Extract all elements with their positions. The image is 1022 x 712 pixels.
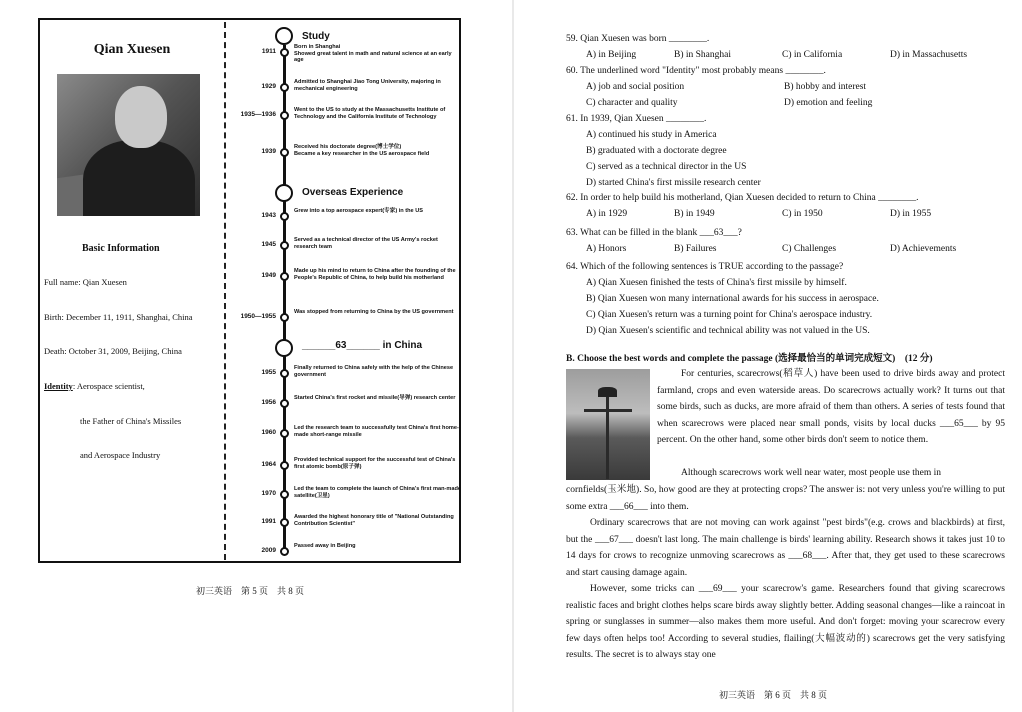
section-marker (275, 339, 293, 357)
answer-option[interactable]: C) Qian Xuesen's return was a turning point for China's aerospace industry. (586, 310, 873, 320)
answer-option[interactable]: B) Failures (674, 244, 717, 254)
answer-option[interactable]: C) in California (782, 50, 843, 60)
section-china-title: ______63______ in China (302, 340, 423, 351)
timeline-year: 1939 (261, 148, 276, 155)
timeline-event: Was stopped from returning to China by the US government (294, 309, 454, 315)
answer-option[interactable]: D) in Massachusetts (890, 50, 968, 60)
timeline-year: 1911 (261, 48, 276, 55)
timeline-dot (280, 212, 289, 221)
passage-paragraph-3: Ordinary scarecrows that are not moving can work against "pest birds"(e.g. crows and blackbirds) at first, but the ___67___ doesn't last long. The main challenge is birds' learning ability. Research shows it takes just 10 to 14 days for crows to recognize unmoving scarecrows as ___68___. After that, they get used to these scarecrows and start causing damage again. (566, 518, 1005, 578)
answer-option[interactable]: C) Challenges (782, 244, 837, 254)
section-marker (275, 184, 293, 202)
timeline-year: 1950—1955 (240, 313, 276, 320)
question-stem: 60. The underlined word "Identity" most probably means ________. (566, 66, 826, 76)
passage-paragraph-1: For centuries, scarecrows(稻草人) have been used to drive birds away and protect farmland, crops and even waterside areas. Do scarecrows actually work? It turns out that some birds, such as ducks, are more afraid of them than others. A series of tests found that when scarecrows were placed near small ponds, visits by local ducks ___65___ by 95 percent. On the other hand, some other birds don't seem to notice them. (657, 369, 1005, 446)
answer-option[interactable]: A) continued his study in America (586, 130, 717, 140)
timeline-year: 1991 (261, 518, 276, 525)
identity-line: Identity: Aerospace scientist, (44, 381, 145, 391)
section-study-title: Study (302, 31, 330, 42)
timeline-event: Provided technical support for the successful test of China's first atomic bomb(原子弹) (294, 457, 456, 470)
timeline-event: Led the research team to successfully test China's first home-made short-range missile (294, 425, 459, 438)
timeline-event: Received his doctorate degree(博士学位) Became a key researcher in the US aerospace field (294, 144, 430, 157)
scarecrow-image (566, 369, 650, 480)
timeline-dot (280, 148, 289, 157)
passage-paragraph-2a: Although scarecrows work well near water, most people use them in (681, 468, 942, 478)
timeline-dot (280, 399, 289, 408)
passage-paragraph-2b: cornfields(玉米地). So, how good are they at protecting crops? The answer is: not very unless you're willing to put some extra ___66___ into them. (566, 485, 1005, 512)
timeline-year: 1955 (261, 369, 276, 376)
timeline-dot (280, 490, 289, 499)
answer-option[interactable]: C) served as a technical director in the US (586, 162, 747, 172)
timeline-dot (280, 241, 289, 250)
timeline-year: 1956 (261, 399, 276, 406)
timeline-dot (280, 83, 289, 92)
section-overseas-title: Overseas Experience (302, 187, 404, 198)
full-name-line: Full name: Qian Xuesen (44, 277, 127, 287)
timeline-dot (280, 461, 289, 470)
timeline-dot (280, 111, 289, 120)
timeline-event: Served as a technical director of the US Army's rocket research team (294, 237, 438, 250)
timeline-year: 1929 (261, 83, 276, 90)
answer-option[interactable]: B) hobby and interest (784, 82, 867, 92)
timeline-year: 1964 (261, 461, 276, 468)
identity-line-3: and Aerospace Industry (80, 450, 161, 460)
page-footer-left: 初三英语 第 5 页 共 8 页 (196, 586, 305, 596)
timeline-year: 1943 (261, 212, 276, 219)
answer-option[interactable]: B) in Shanghai (674, 50, 731, 60)
answer-option[interactable]: B) Qian Xuesen won many international awards for his success in aerospace. (586, 294, 879, 304)
answer-option[interactable]: A) in Beijing (586, 50, 637, 60)
timeline-dot (280, 547, 289, 556)
question-stem: 64. Which of the following sentences is TRUE according to the passage? (566, 262, 844, 272)
passage-paragraph-4: However, some tricks can ___69___ your scarecrow's game. Researchers found that giving scarecrows realistic faces and bright clothes helps scare birds away slightly better. Adding seasonal changes—like a raincoat in spring or sunglasses in summer—also makes them more useful. And don't forget: moving your scarecrow every few days often helps too! According to several studies, flailing(大幅波动的) scarecrows get the very satisfying results. The secret is to always stay one (566, 584, 1005, 661)
death-line: Death: October 31, 2009, Beijing, China (44, 346, 182, 356)
timeline-event: Awarded the highest honorary title of "National Outstanding Contribution Scientist" (294, 514, 454, 527)
answer-option[interactable]: D) in 1955 (890, 209, 932, 219)
answer-option[interactable]: D) Qian Xuesen's scientific and technical ability was not valued in the US. (586, 326, 870, 336)
section-b-title: B. Choose the best words and complete the passage (选择最恰当的单词完成短文) (12 分) (566, 354, 933, 364)
timeline-dot (280, 313, 289, 322)
timeline-event: Went to the US to study at the Massachusetts Institute of Technology and the California Institute of Technology (294, 107, 446, 120)
timeline-event: Started China's first rocket and missile(导弹) research center (294, 395, 456, 401)
timeline-year: 1935—1936 (240, 111, 276, 118)
answer-option[interactable]: D) Achievements (890, 244, 957, 254)
timeline-dot (280, 272, 289, 281)
answer-option[interactable]: A) in 1929 (586, 209, 628, 219)
answer-option[interactable]: A) job and social position (586, 82, 685, 92)
timeline-year: 1945 (261, 241, 276, 248)
question-stem: 62. In order to help build his motherland, Qian Xuesen decided to return to China ________. (566, 193, 919, 203)
timeline-year: 1949 (261, 272, 276, 279)
page-footer-right: 初三英语 第 6 页 共 8 页 (719, 690, 828, 700)
answer-option[interactable]: C) character and quality (586, 98, 678, 108)
right-page (514, 0, 1022, 712)
answer-option[interactable]: D) started China's first missile research center (586, 178, 761, 188)
timeline-dot (280, 369, 289, 378)
divider-dashed (224, 22, 226, 560)
timeline-line (283, 45, 286, 555)
blank-63: ______63______ (302, 340, 380, 351)
timeline-year: 2009 (261, 547, 276, 554)
timeline-year: 1960 (261, 429, 276, 436)
timeline-event: Passed away in Beijing (294, 543, 356, 549)
portrait-photo (57, 74, 200, 216)
question-stem: 59. Qian Xuesen was born ________. (566, 34, 710, 44)
timeline-event: Grew into a top aerospace expert(专家) in the US (294, 208, 423, 214)
timeline-event: Admitted to Shanghai Jiao Tong University, majoring in mechanical engineering (294, 79, 441, 92)
timeline-year: 1970 (261, 490, 276, 497)
timeline-event: Led the team to complete the launch of China's first man-made satellite(卫星) (294, 486, 461, 499)
answer-option[interactable]: B) graduated with a doctorate degree (586, 146, 727, 156)
birth-line: Birth: December 11, 1911, Shanghai, China (44, 312, 193, 322)
identity-label: Identity (44, 381, 73, 391)
basic-info-title: Basic Information (82, 243, 160, 254)
timeline-event: Finally returned to China safely with the help of the Chinese government (294, 365, 454, 378)
timeline-dot (280, 518, 289, 527)
answer-option[interactable]: C) in 1950 (782, 209, 823, 219)
section-marker (275, 27, 293, 45)
answer-option[interactable]: A) Honors (586, 244, 627, 254)
timeline-dot (280, 429, 289, 438)
profile-name: Qian Xuesen (93, 42, 171, 57)
identity-line-2: the Father of China's Missiles (80, 416, 182, 426)
answer-option[interactable]: A) Qian Xuesen finished the tests of China's first missile by himself. (586, 278, 847, 288)
question-stem: 61. In 1939, Qian Xuesen ________. (566, 114, 707, 124)
timeline-event: Made up his mind to return to China after the founding of the People's Republic of China, to help build his motherland (294, 268, 456, 281)
question-stem: 63. What can be filled in the blank ___63___? (566, 228, 742, 238)
timeline-dot (280, 48, 289, 57)
answer-option[interactable]: D) emotion and feeling (784, 98, 873, 108)
timeline-event: Born in Shanghai Showed great talent in math and natural science at an early age (294, 44, 452, 64)
answer-option[interactable]: B) in 1949 (674, 209, 715, 219)
